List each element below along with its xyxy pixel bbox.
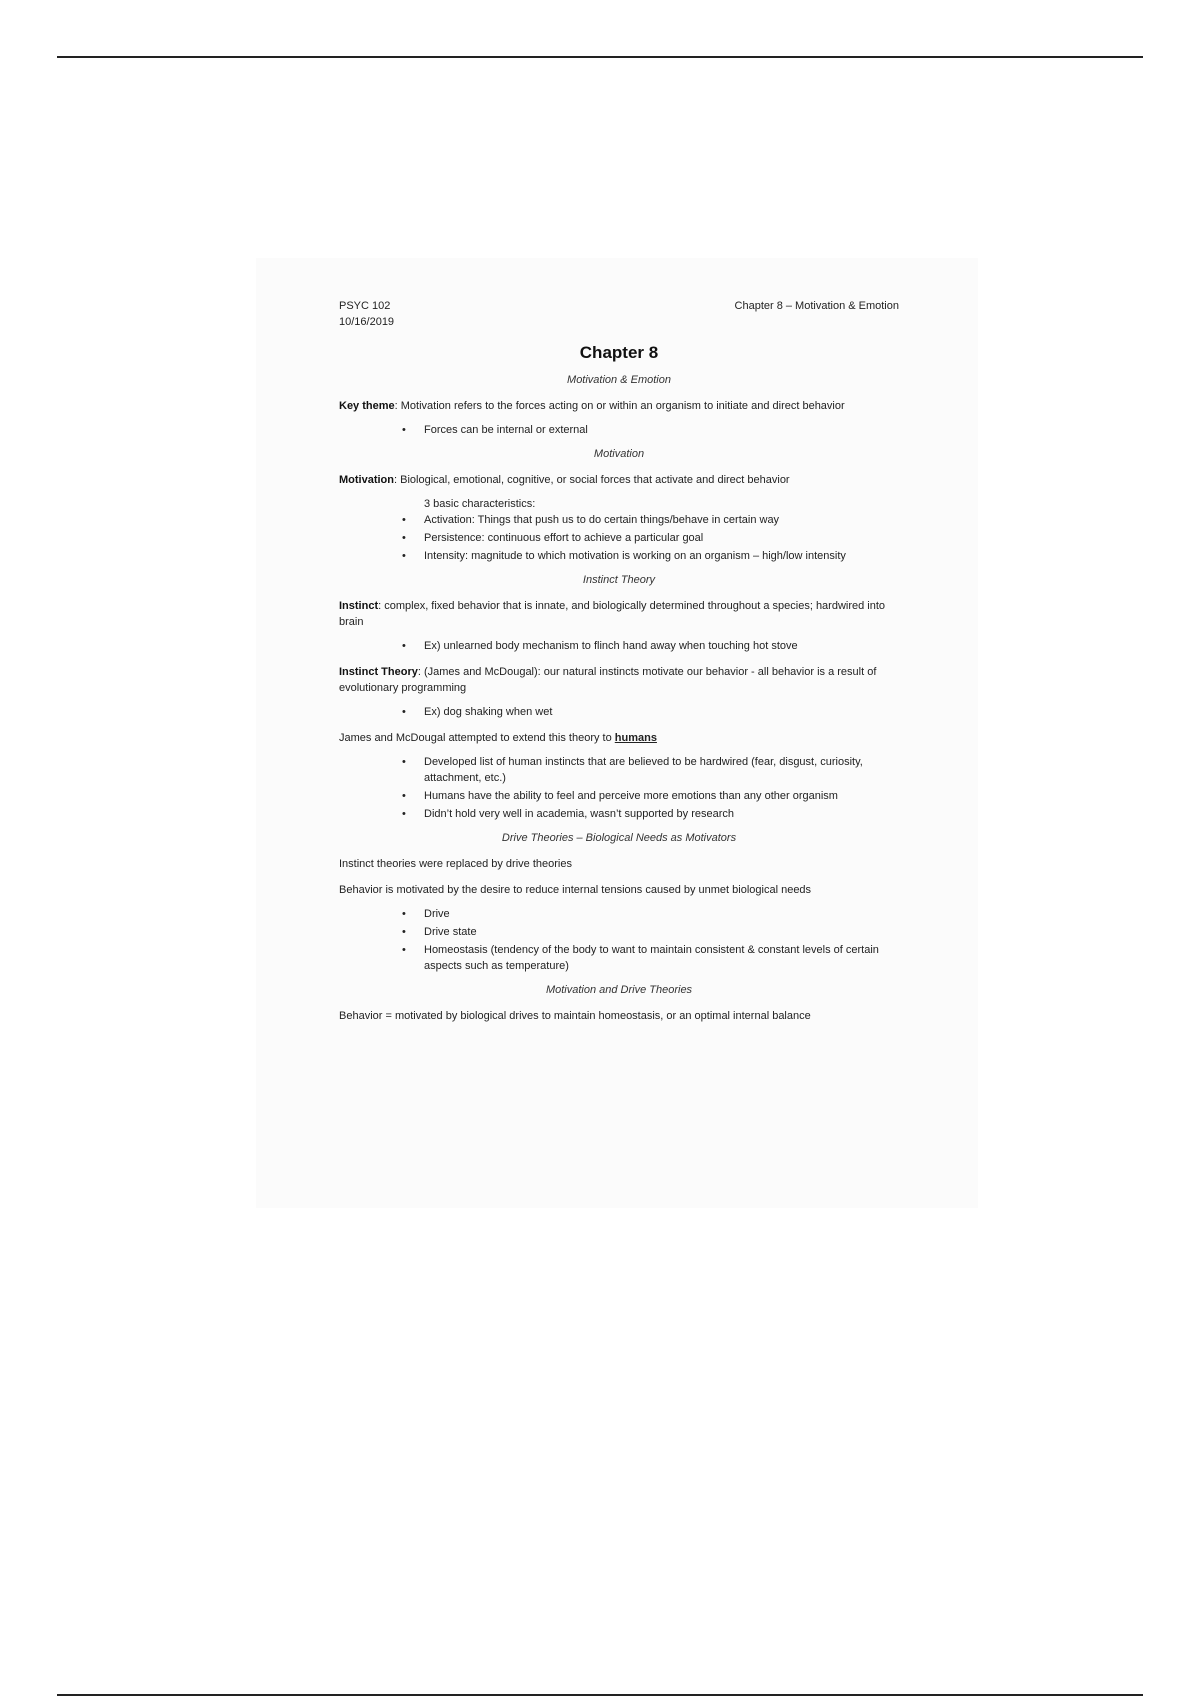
list-item: • Drive state bbox=[424, 924, 899, 940]
key-theme-label: Key theme bbox=[339, 400, 395, 412]
section-heading-instinct-theory: Instinct Theory bbox=[582, 574, 656, 586]
list-item: • Activation: Things that push us to do certain things/behave in certain way bbox=[424, 512, 899, 528]
header-left bbox=[339, 298, 394, 330]
list-item: • Humans have the ability to feel and perceive more emotions than any other organism bbox=[424, 788, 899, 804]
top-rule bbox=[57, 56, 1143, 58]
document-date: 10/16/2019 bbox=[339, 316, 395, 328]
list-item: • Ex) dog shaking when wet bbox=[424, 704, 899, 720]
motivation-text: : Biological, emotional, cognitive, or social forces that activate and direct behavior bbox=[394, 474, 790, 486]
section-heading-drive-theories: Drive Theories – Biological Needs as Motivators bbox=[501, 832, 737, 844]
list-item: • Didn’t hold very well in academia, wasn’t supported by research bbox=[424, 806, 899, 822]
james-text: James and McDougal attempted to extend this theory to bbox=[339, 732, 615, 744]
bottom-rule bbox=[57, 1694, 1143, 1696]
document-title: Chapter 8 bbox=[579, 343, 659, 362]
human-instincts-list bbox=[339, 754, 899, 822]
list-item: • Ex) unlearned body mechanism to flinch hand away when touching hot stove bbox=[424, 638, 899, 654]
section-heading-motivation-drive: Motivation and Drive Theories bbox=[545, 984, 693, 996]
key-theme-paragraph bbox=[339, 398, 899, 414]
drive-paragraph-2: Behavior is motivated by the desire to reduce internal tensions caused by unmet biological needs bbox=[339, 884, 812, 896]
instinct-theory-paragraph bbox=[339, 664, 899, 696]
list-item: • Homeostasis (tendency of the body to want to maintain consistent & constant levels of certain aspects such as temperature) bbox=[424, 942, 899, 974]
motivation-label: Motivation bbox=[339, 474, 394, 486]
instinct-text: : complex, fixed behavior that is innate, and biologically determined throughout a species; hardwired into brain bbox=[339, 600, 886, 628]
chapter-reference: Chapter 8 – Motivation & Emotion bbox=[734, 300, 899, 312]
key-theme-list bbox=[339, 422, 899, 438]
page-header bbox=[339, 298, 899, 330]
instinct-list bbox=[339, 638, 899, 654]
instinct-label: Instinct bbox=[339, 600, 379, 612]
list-item: • Drive bbox=[424, 906, 899, 922]
drive-list bbox=[339, 906, 899, 974]
key-theme-text: : Motivation refers to the forces acting on or within an organism to initiate and direct behavior bbox=[394, 400, 845, 412]
humans-emphasis: humans bbox=[614, 732, 657, 744]
instinct-theory-text: : (James and McDougal): our natural instincts motivate our behavior - all behavior is a result of evolutionary programming bbox=[339, 666, 877, 694]
list-item: • Persistence: continuous effort to achieve a particular goal bbox=[424, 530, 899, 546]
characteristics-list bbox=[339, 512, 899, 564]
list-item: • Intensity: magnitude to which motivation is working on an organism – high/low intensity bbox=[424, 548, 899, 564]
motivation-paragraph bbox=[339, 472, 899, 488]
section-heading-motivation: Motivation bbox=[593, 448, 645, 460]
list-item: • Developed list of human instincts that are believed to be hardwired (fear, disgust, curiosity, attachment, etc.) bbox=[424, 754, 899, 786]
course-code: PSYC 102 bbox=[339, 300, 391, 312]
final-paragraph: Behavior = motivated by biological drives to maintain homeostasis, or an optimal internal balance bbox=[339, 1010, 811, 1022]
james-paragraph bbox=[339, 730, 899, 746]
document-content bbox=[339, 298, 899, 1024]
instinct-theory-list bbox=[339, 704, 899, 720]
document-subtitle: Motivation & Emotion bbox=[567, 374, 671, 386]
list-item: • Forces can be internal or external bbox=[424, 422, 899, 438]
instinct-theory-label: Instinct Theory bbox=[339, 666, 418, 678]
drive-paragraph-1: Instinct theories were replaced by drive theories bbox=[339, 858, 572, 870]
document-page bbox=[256, 258, 978, 1208]
characteristics-label: 3 basic characteristics: bbox=[424, 498, 536, 510]
instinct-paragraph bbox=[339, 598, 899, 630]
